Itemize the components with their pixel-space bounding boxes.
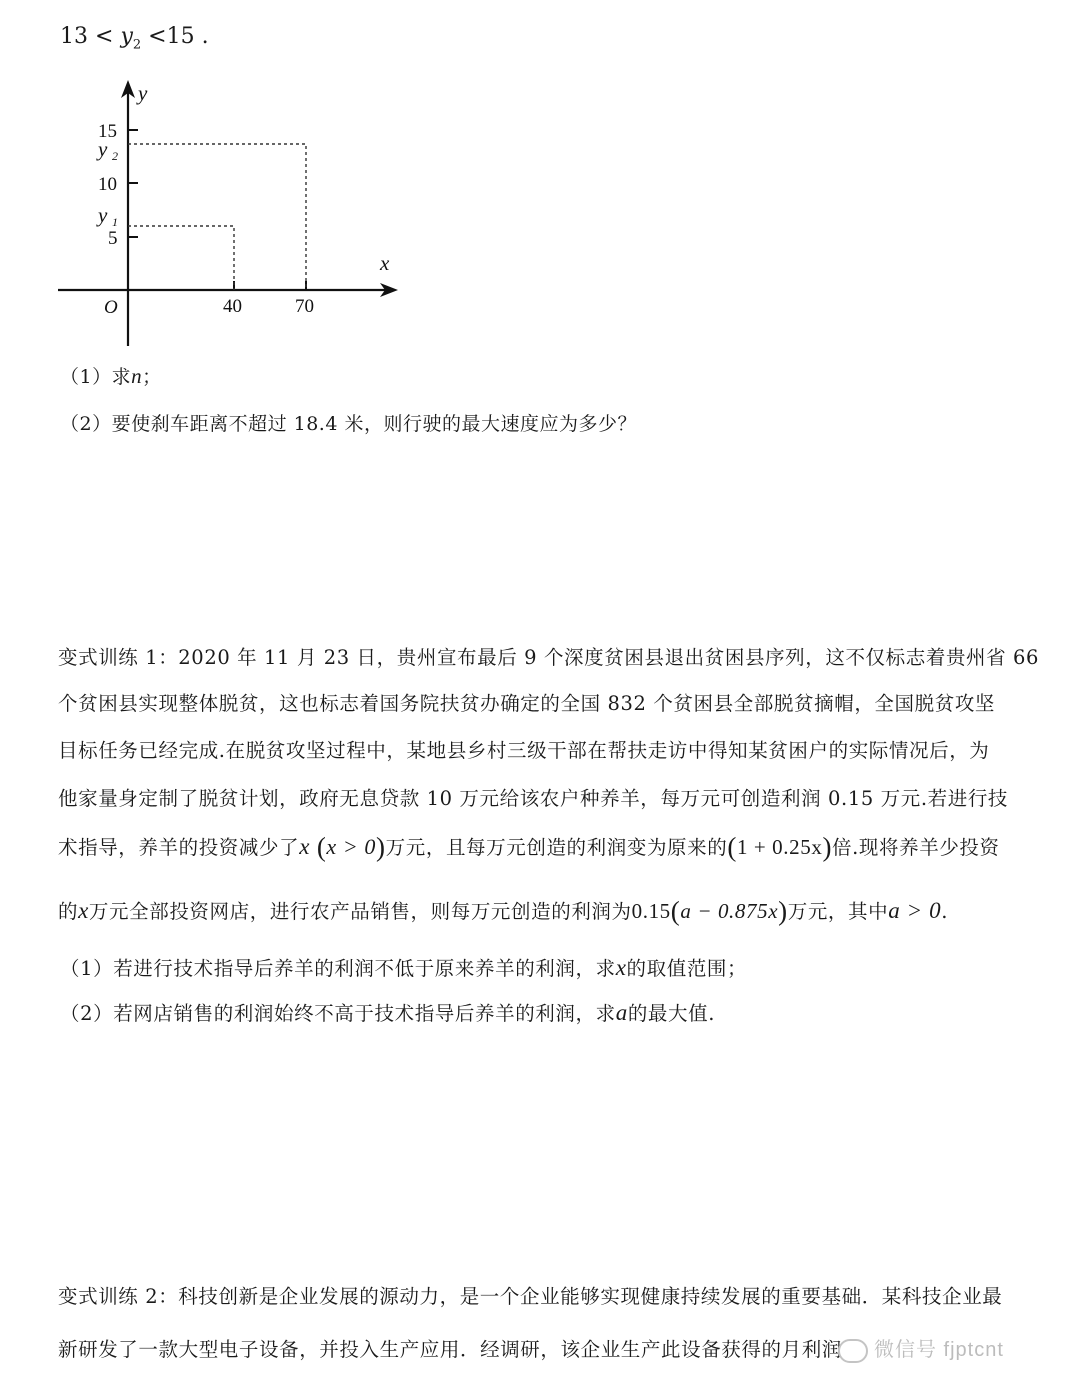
- exercise1-line-5: 术指导，养羊的投资减少了x (x > 0)万元，且每万元创造的利润变为原来的(1 + 0.25x)倍.现将养羊少投资: [58, 832, 1000, 862]
- y-axis-label: y: [138, 81, 148, 105]
- condition-inequality: $13 < y_2 <15$ .: [60, 24, 209, 53]
- wechat-icon: [838, 1339, 868, 1363]
- exercise2-line-2: 新研发了一款大型电子设备，并投入生产应用．经调研，该企业生产此设备获得的月利润: [58, 1338, 842, 1361]
- y2-marker-sub: 2: [112, 149, 118, 163]
- exercise1-line-2: 个贫困县实现整体脱贫，这也标志着国务院扶贫办确定的全国 832 个贫困县全部脱贫摘帽，全国脱贫攻坚: [58, 692, 996, 715]
- question-1-previous: （1）求n；: [60, 364, 162, 388]
- y-tick-label-15: 15: [98, 121, 117, 142]
- origin-label: O: [104, 297, 118, 318]
- exercise1-question-1: （1）若进行技术指导后养羊的利润不低于原来养羊的利润，求x的取值范围；: [60, 955, 748, 980]
- exercise2-line-1: 变式训练 2：科技创新是企业发展的源动力，是一个企业能够实现健康持续发展的重要基础．某科技企业最: [58, 1285, 1003, 1308]
- guide-y1: [128, 226, 234, 290]
- exercise1-line-6: 的x万元全部投资网店，进行农产品销售，则每万元创造的利润为0.15(a − 0.875x)万元，其中a > 0.: [58, 896, 949, 926]
- exercise1-line-4: 他家量身定制了脱贫计划，政府无息贷款 10 万元给该农户种养羊，每万元可创造利润 0.15 万元.若进行技: [58, 787, 1009, 810]
- exercise1-question-2: （2）若网店销售的利润始终不高于技术指导后养羊的利润，求a的最大值.: [60, 1000, 716, 1025]
- x-tick-label-70: 70: [295, 296, 314, 317]
- y2-marker-base: y: [98, 137, 108, 161]
- x-tick-label-40: 40: [223, 296, 242, 317]
- y-tick-label-5: 5: [108, 228, 118, 249]
- question-2-previous: （2）要使刹车距离不超过 18.4 米，则行驶的最大速度应为多少？: [60, 413, 637, 435]
- guide-y2: [128, 144, 306, 290]
- y1-marker-base: y: [98, 203, 108, 227]
- y1-marker-sub: 1: [112, 215, 118, 229]
- exercise1-line-1: 变式训练 1：2020 年 11 月 23 日，贵州宣布最后 9 个深度贫困县退出贫困县序列，这不仅标志着贵州省 66: [58, 646, 1040, 669]
- y-tick-label-10: 10: [98, 174, 117, 195]
- watermark: 微信号 fjptcnt: [838, 1333, 1046, 1369]
- exercise1-line-3: 目标任务已经完成.在脱贫攻坚过程中，某地县乡村三级干部在帮扶走访中得知某贫困户的实际情况后，为: [58, 739, 990, 762]
- coordinate-graph: [52, 78, 412, 353]
- x-axis-label: x: [380, 251, 390, 275]
